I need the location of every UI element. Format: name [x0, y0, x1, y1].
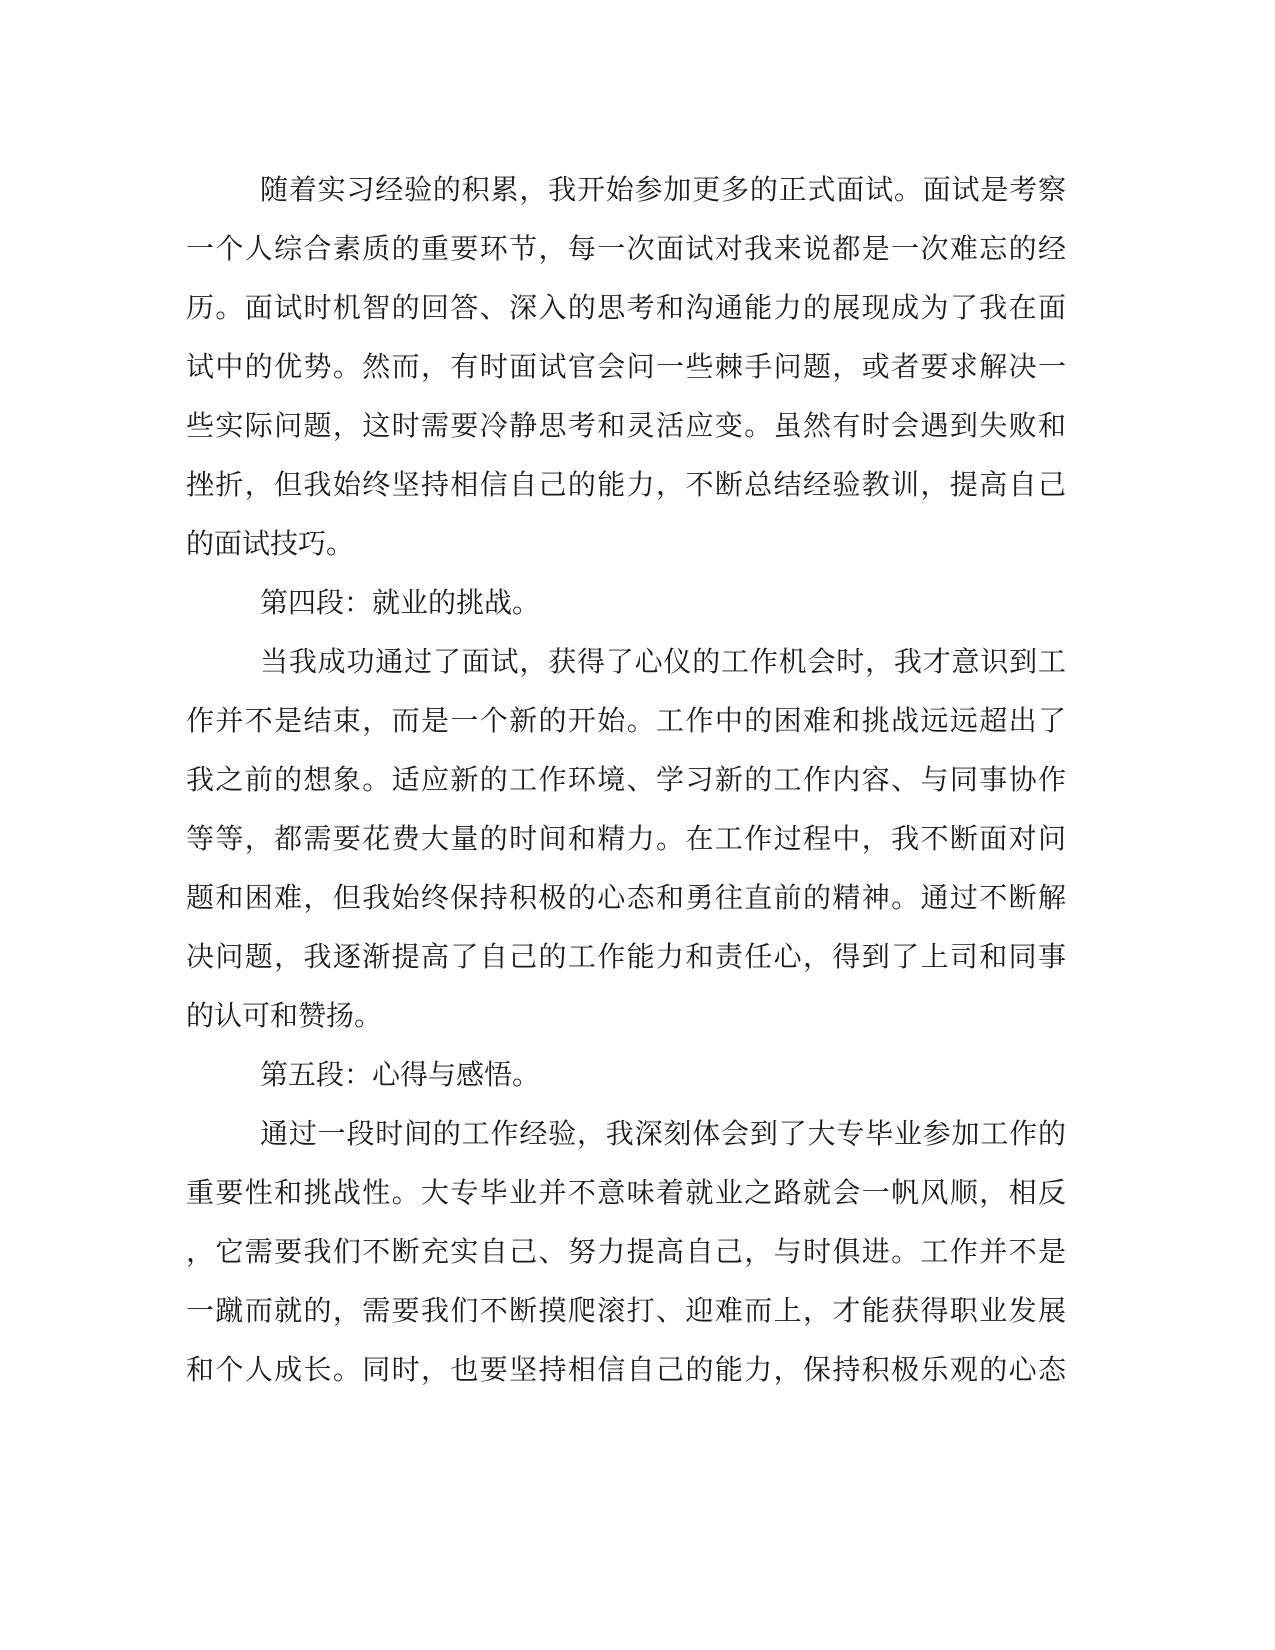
text-line: 一蹴而就的，需要我们不断摸爬滚打、迎难而上，才能获得职业发展: [186, 1294, 1066, 1327]
paragraph-interview: [186, 160, 1066, 573]
text-line: 当我成功通过了面试，获得了心仪的工作机会时，我才意识到工: [260, 645, 1066, 678]
heading-line: 第四段：就业的挑战。: [260, 586, 541, 619]
text-line: 随着实习经验的积累，我开始参加更多的正式面试。面试是考察: [260, 173, 1066, 206]
text-line: 的面试技巧。: [186, 527, 355, 560]
text-line: 作并不是结束，而是一个新的开始。工作中的困难和挑战远远超出了: [186, 704, 1066, 737]
text-line: 些实际问题，这时需要冷静思考和灵活应变。虽然有时会遇到失败和: [186, 409, 1066, 442]
text-line: 试中的优势。然而，有时面试官会问一些棘手问题，或者要求解决一: [186, 350, 1066, 383]
text-line: 一个人综合素质的重要环节，每一次面试对我来说都是一次难忘的经: [186, 232, 1066, 265]
paragraph-reflection: [186, 1104, 1066, 1399]
text-line: 决问题，我逐渐提高了自己的工作能力和责任心，得到了上司和同事: [186, 940, 1066, 973]
paragraph-challenge: [186, 632, 1066, 1045]
text-line: 等等，都需要花费大量的时间和精力。在工作过程中，我不断面对问: [186, 822, 1066, 855]
heading-line: 第五段：心得与感悟。: [260, 1058, 541, 1091]
text-line: 通过一段时间的工作经验，我深刻体会到了大专毕业参加工作的: [260, 1117, 1066, 1150]
document-page: [186, 160, 1066, 1399]
section-heading-4: [186, 573, 1066, 632]
section-heading-5: [186, 1045, 1066, 1104]
text-line: 我之前的想象。适应新的工作环境、学习新的工作内容、与同事协作: [186, 763, 1066, 796]
text-line: 历。面试时机智的回答、深入的思考和沟通能力的展现成为了我在面: [186, 291, 1066, 324]
text-line: 和个人成长。同时，也要坚持相信自己的能力，保持积极乐观的心态: [186, 1353, 1066, 1386]
text-line: 挫折，但我始终坚持相信自己的能力，不断总结经验教训，提高自己: [186, 468, 1066, 501]
text-line: 重要性和挑战性。大专毕业并不意味着就业之路就会一帆风顺，相反: [186, 1176, 1066, 1209]
text-line: 的认可和赞扬。: [186, 999, 383, 1032]
text-line: 题和困难，但我始终保持积极的心态和勇往直前的精神。通过不断解: [186, 881, 1066, 914]
text-line: ，它需要我们不断充实自己、努力提高自己，与时俱进。工作并不是: [186, 1235, 1066, 1268]
